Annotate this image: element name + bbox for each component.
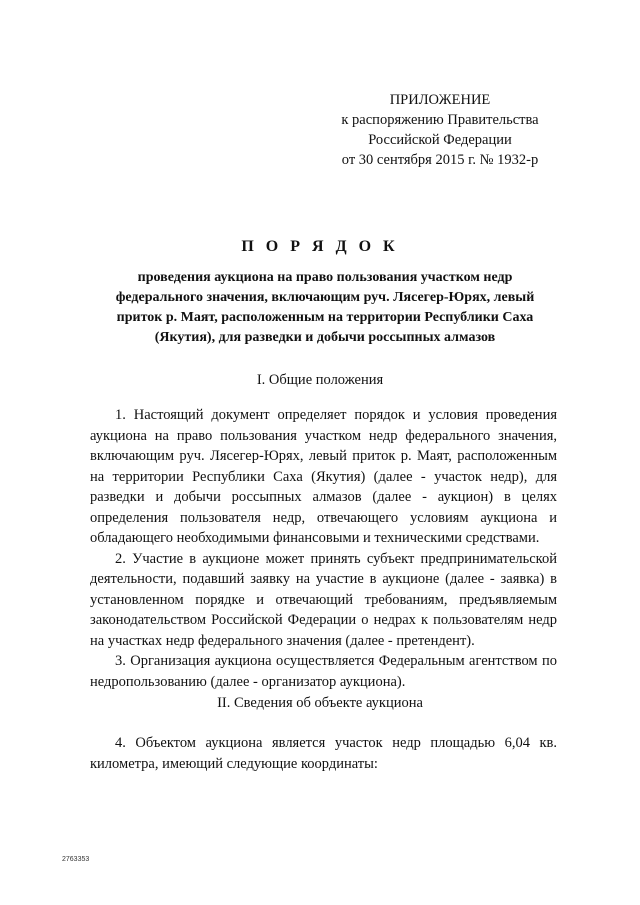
section-body-general	[90, 405, 557, 692]
document-title: П О Р Я Д О К	[241, 238, 399, 255]
appendix-line-2: Российской Федерации	[368, 132, 512, 148]
appendix-line-1: к распоряжению Правительства	[341, 112, 539, 128]
document-code: 2763353	[62, 856, 90, 863]
paragraph-1: 1. Настоящий документ определяет порядок и условия проведения аукциона на право пользования участком недр федерального значения, включающим руч. Лясегер-Юрях, левый приток р. Маят, расположенным на территории Республики Саха (Якутия) (далее - участок недр), для разведки и добычи россыпных алмазов (далее - аукцион) в целях определения пользователя недр, отвечающего условиям аукциона и обладающего необходимыми финансовыми и техническими средствами.	[90, 407, 557, 546]
paragraph-3: 3. Организация аукциона осуществляется Федеральным агентством по недропользованию (далее - организатор аукциона).	[90, 653, 557, 690]
paragraph-2: 2. Участие в аукционе может принять субъект предпринимательской деятельности, подавший заявку на участие в аукционе (далее - заявка) в установленном порядке и отвечающий требованиям, предъявляемым законодательством Российской Федерации о недрах к пользователям недр на участках недр федерального значения (далее - претендент).	[90, 550, 557, 649]
appendix-date-number: от 30 сентября 2015 г. № 1932-р	[341, 152, 539, 168]
paragraph-4: 4. Объектом аукциона является участок недр площадью 6,04 кв. километра, имеющий следующие координаты:	[90, 735, 557, 772]
appendix-title: ПРИЛОЖЕНИЕ	[389, 92, 491, 108]
section-heading-object: II. Сведения об объекте аукциона	[217, 695, 423, 711]
document-subtitle: проведения аукциона на право пользования участком недр федерального значения, включающим руч. Лясегер-Юрях, левый приток р. Маят, расположенным на территории Республики Саха (Якутия), для разведки и добычи россыпных алмазов	[115, 270, 535, 345]
appendix-block	[310, 90, 570, 170]
section-heading-general: I. Общие положения	[256, 372, 384, 388]
section-body-object	[90, 733, 557, 774]
